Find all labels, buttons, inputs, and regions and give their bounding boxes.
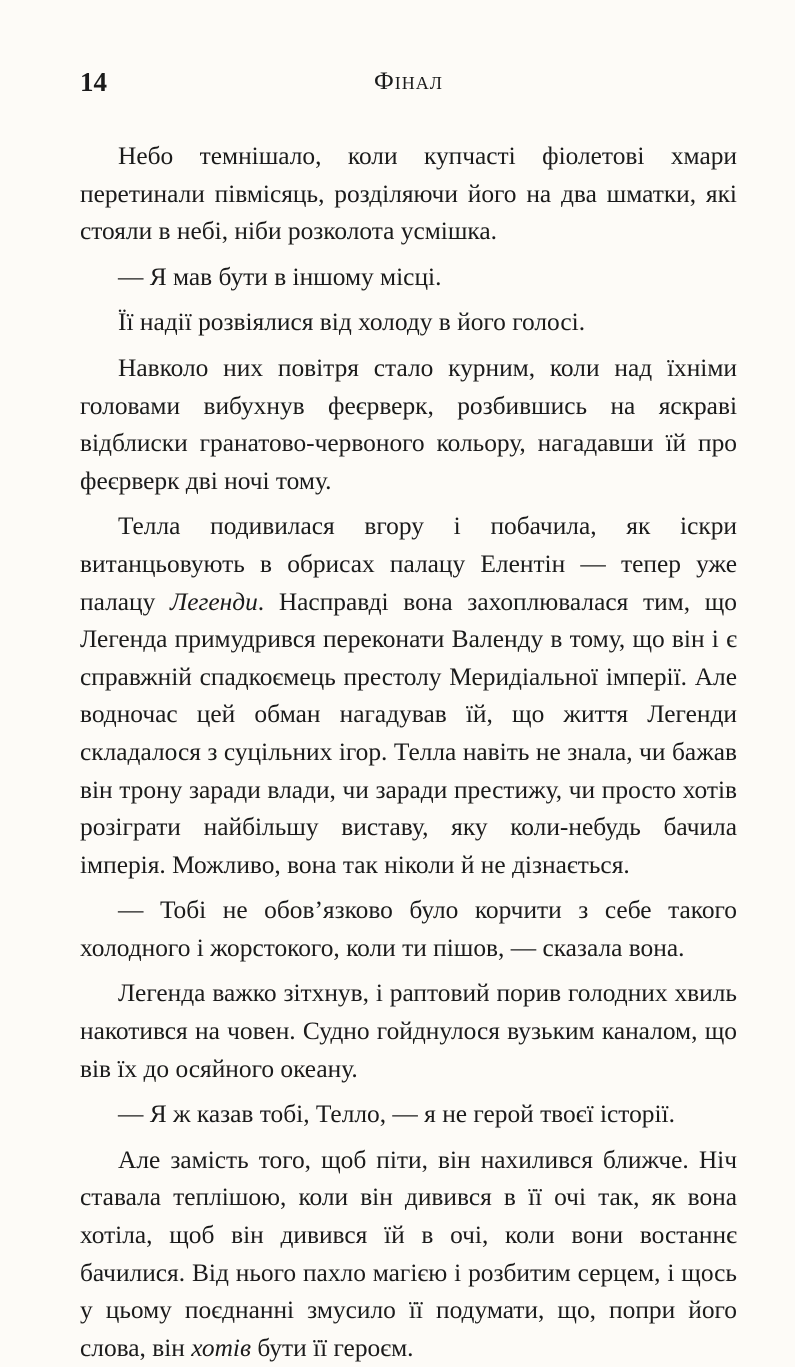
text-run: — Тобі не обов’язково було корчити з себе такого холодного і жорстокого, коли ти пішов, — сказала вона. [80,896,737,962]
text-run: Її надії розвіялися від холоду в його голосі. [118,308,586,337]
paragraph [80,304,737,342]
paragraph [80,892,737,967]
paragraph [80,259,737,297]
italic-text: хотів [191,1333,251,1362]
italic-text: Легенди [170,587,258,616]
text-run: Телла подивилася вгору і побачила, як іскри витанцьовують в обрисах палацу Елентін — тепер уже палацу [80,512,737,616]
paragraph [80,1142,737,1367]
paragraph [80,138,737,251]
body-text [80,138,737,1367]
text-run: — Я ж казав тобі, Телло, — я не герой твоєї історії. [118,1100,675,1129]
text-run: Небо темнішало, коли купчасті фіолетові хмари перетинали півмісяць, розділяючи його на два шматки, які стояли в небі, ніби розколота усмішка. [80,142,737,246]
text-run: Навколо них повітря стало курним, коли над їхніми головами вибухнув феєрверк, розбившись на яскраві відблиски гранатово-червоного кольору, нагадавши їй про феєрверк дві ночі тому. [80,353,737,495]
text-run: Але замість того, щоб піти, він нахилився ближче. Ніч ставала теплішою, коли він дивився в її очі так, як вона хотіла, щоб він дивився їй в очі, коли вони востаннє бачилися. Від нього пахло магією і розбитим серцем, і щось у цьому поєднанні змусило її подумати, що, попри його слова, він [80,1145,737,1362]
paragraph [80,1096,737,1134]
paragraph [80,508,737,884]
page-number: 14 [80,67,107,97]
text-run: — Я мав бути в іншому місці. [118,262,442,291]
text-run: Легенда важко зітхнув, і раптовий порив голодних хвиль накотився на човен. Судно гойднулося вузьким каналом, що вів їх до осяйного океану. [80,979,737,1083]
text-run: . Насправді вона захоплювалася тим, що Легенда примудрився переконати Валенду в тому, що він і є справжній спадкоємець престолу Меридіальної імперії. Але водночас цей обман нагадував їй, що життя Легенди складалося з суцільних ігор. Телла навіть не знала, чи бажав він трону заради влади, чи заради престижу, чи просто хотів розіграти найбільшу виставу, яку коли-небудь бачила імперія. Можливо, вона так ніколи й не дізнається. [80,587,738,879]
running-header [80,62,737,102]
paragraph [80,975,737,1088]
chapter-title: Фінал [374,68,443,95]
text-run: бути її героєм. [250,1333,414,1362]
paragraph [80,350,737,500]
